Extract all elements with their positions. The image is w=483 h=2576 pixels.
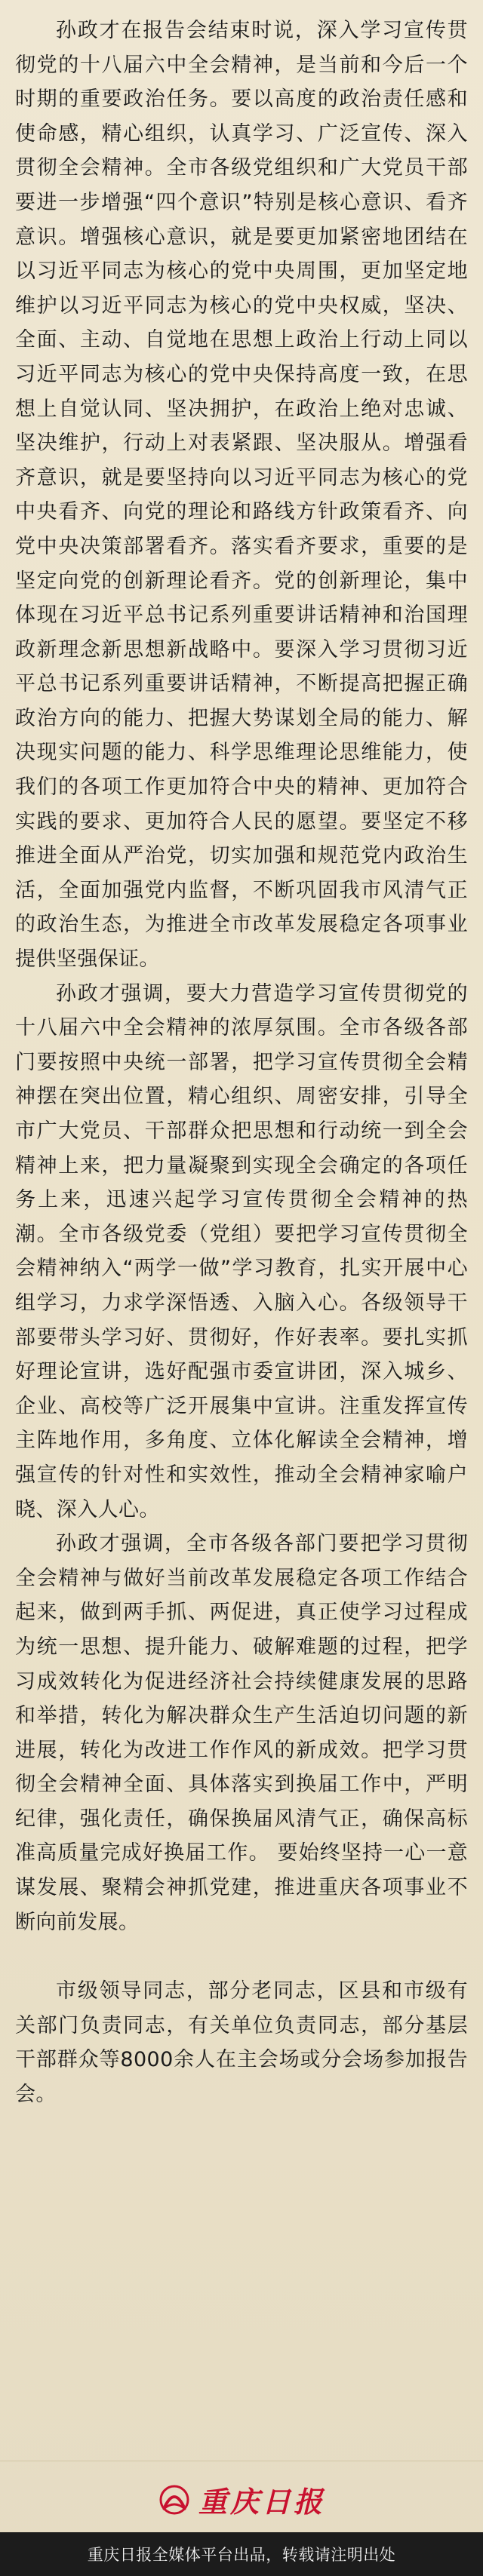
article-paragraph-1: 孙政才在报告会结束时说，深入学习宣传贯彻党的十八届六中全会精神，是当前和今后一个时期的重要政治任务。要以高度的政治责任感和使命感，精心组织，认真学习、广泛宣传、深入贯彻全会精神。全市各级党组织和广大党员干部要进一步增强“四个意识”特别是核心意识、看齐意识。增强核心意识，就是要更加紧密地团结在以习近平同志为核心的党中央周围，更加坚定地维护以习近平同志为核心的党中央权威，坚决、全面、主动、自觉地在思想上政治上行动上同以习近平同志为核心的党中央保持高度一致，在思想上自觉认同、坚决拥护，在政治上绝对忠诚、坚决维护，行动上对表紧跟、坚决服从。增强看齐意识，就是要坚持向以习近平同志为核心的党中央看齐、向党的理论和路线方针政策看齐、向党中央决策部署看齐。落实看齐要求，重要的是坚定向党的创新理论看齐。党的创新理论，集中体现在习近平总书记系列重要讲话精神和治国理政新理念新思想新战略中。要深入学习贯彻习近平总书记系列重要讲话精神，不断提高把握正确政治方向的能力、把握大势谋划全局的能力、解决现实问题的能力、科学思维理论思维能力，使我们的各项工作更加符合中央的精神、更加符合实践的要求、更加符合人民的愿望。要坚定不移推进全面从严治党，切实加强和规范党内政治生活，全面加强党内监督，不断巩固我市风清气正的政治生态，为推进全市改革发展稳定各项事业提供坚强保证。 bbox=[15, 19, 468, 972]
copyright-text: 重庆日报全媒体平台出品，转载请注明出处 bbox=[87, 2546, 396, 2564]
article-paragraph-2: 孙政才强调，要大力营造学习宣传贯彻党的十八届六中全会精神的浓厚氛围。全市各级各部门要按照中央统一部署，把学习宣传贯彻全会精神摆在突出位置，精心组织、周密安排，引导全市广大党员、干部群众把思想和行动统一到全会精神上来，把力量凝聚到实现全会确定的各项任务上来，迅速兴起学习宣传贯彻全会精神的热潮。全市各级党委（党组）要把学习宣传贯彻全会精神纳入“两学一做”学习教育，扎实开展中心组学习，力求学深悟透、入脑入心。各级领导干部要带头学习好、贯彻好，作好表率。要扎实抓好理论宣讲，选好配强市委宣讲团，深入城乡、企业、高校等广泛开展集中宣讲。注重发挥宣传主阵地作用，多角度、立体化解读全会精神，增强宣传的针对性和实效性，推动全会精神家喻户晓、深入人心。 bbox=[15, 981, 468, 1521]
logo-wordmark: 重庆日报 bbox=[198, 2485, 325, 2519]
paragraph-spacer bbox=[15, 1939, 468, 1974]
chongqing-daily-logo-icon bbox=[158, 2483, 191, 2516]
copyright-banner bbox=[0, 2532, 483, 2576]
article-paragraph-3: 孙政才强调，全市各级各部门要把学习贯彻全会精神与做好当前改革发展稳定各项工作结合起来，做到两手抓、两促进，真正使学习过程成为统一思想、提升能力、破解难题的过程，把学习成效转化为促进经济社会持续健康发展的思路和举措，转化为解决群众生产生活迫切问题的新进展，转化为改进工作作风的新成效。把学习贯彻全会精神全面、具体落实到换届工作中，严明纪律，强化责任，确保换届风清气正，确保高标准高质量完成好换届工作。 要始终坚持一心一意谋发展、聚精会神抓党建，推进重庆各项事业不断向前发展。 bbox=[15, 1532, 468, 1934]
chongqing-daily-logo bbox=[0, 2479, 483, 2520]
article-paragraph-4: 市级领导同志，部分老同志，区县和市级有关部门负责同志，有关单位负责同志，部分基层干部群众等8000余人在主会场或分会场参加报告会。 bbox=[15, 1979, 468, 2107]
article-body bbox=[15, 14, 468, 2112]
